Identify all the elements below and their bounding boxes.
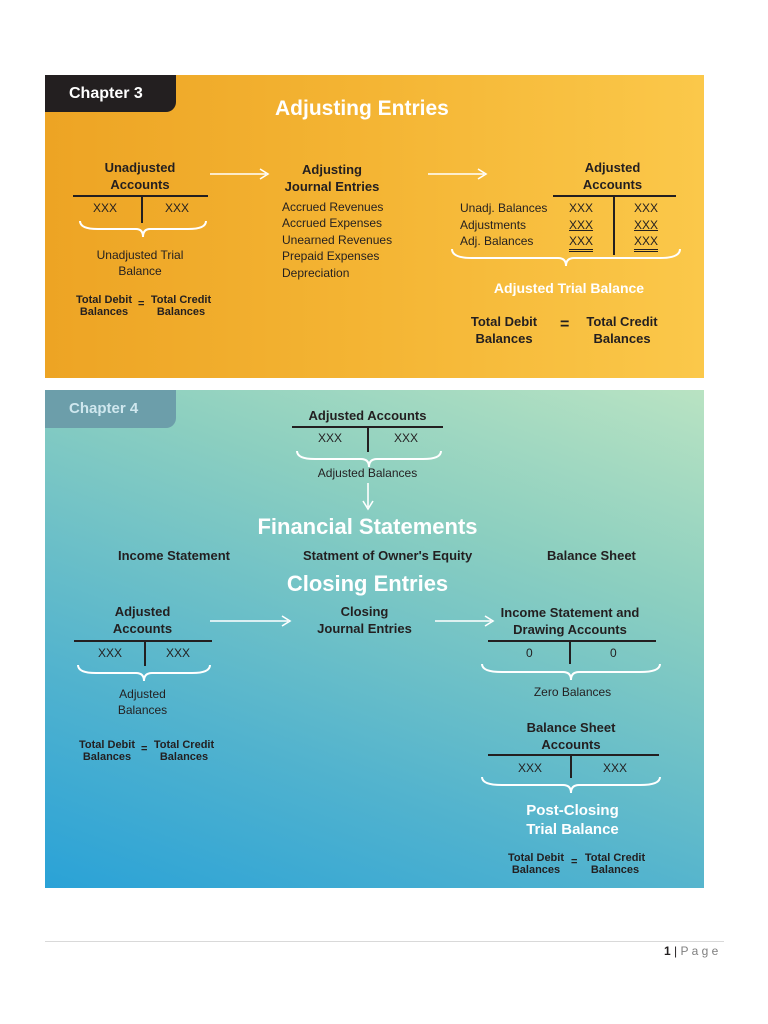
t-account-top-rule — [74, 640, 212, 642]
zero-balances-label: Zero Balances — [533, 685, 612, 699]
post-closing-trial-balance-label: Post-Closing Trial Balance — [526, 802, 619, 838]
total-debit-label: Total Debit Balances — [78, 739, 135, 763]
total-credit-label: Total Credit Balances — [586, 314, 658, 346]
footer-rule — [45, 941, 724, 942]
equals-sign: = — [141, 743, 148, 755]
debit-value: XXX — [318, 431, 343, 445]
debit-value: XXX — [93, 201, 118, 215]
closing-entries-heading: Closing Entries — [286, 571, 449, 596]
closing-journal-entries-label: Closing Journal Entries — [317, 604, 412, 636]
page-separator: | — [674, 944, 678, 958]
total-debit-label: Total Debit Balances — [470, 314, 538, 346]
credit-value: XXX — [394, 431, 419, 445]
adjusted-balances-label: Adjusted Balances — [117, 687, 168, 717]
row-label: Adj. Balances — [460, 234, 534, 248]
adjusting-item: Unearned Revenues — [282, 233, 393, 247]
debit-value: XXX — [98, 646, 123, 660]
financial-statements-heading: Financial Statements — [257, 514, 478, 539]
unadjusted-accounts-label: Unadjusted Accounts — [104, 160, 176, 192]
debit-value: XXX — [569, 201, 594, 215]
equals-sign: = — [138, 298, 145, 310]
chapter-4-panel — [45, 390, 704, 888]
right-brace-icon — [450, 247, 682, 269]
owners-equity-label: Statment of Owner's Equity — [303, 548, 473, 563]
adjusting-item: Prepaid Expenses — [282, 249, 380, 263]
arrow-right-icon — [428, 167, 490, 181]
arrow-right-icon — [210, 167, 272, 181]
adjusting-item: Accrued Expenses — [282, 216, 383, 230]
balance-sheet-accounts-label: Balance Sheet Accounts — [526, 720, 616, 752]
page-number: 1 — [664, 944, 671, 958]
chapter-3-panel — [45, 75, 704, 378]
total-credit-label: Total Credit Balances — [153, 739, 215, 763]
credit-value: XXX — [634, 201, 659, 215]
income-drawing-accounts-label: Income Statement and Drawing Accounts — [500, 605, 640, 637]
chapter-3-tab: Chapter 3 — [45, 75, 176, 112]
credit-value: XXX — [634, 233, 658, 252]
total-debit-label: Total Debit Balances — [507, 852, 564, 876]
credit-value: 0 — [610, 646, 617, 660]
adjusted-trial-balance-label: Adjusted Trial Balance — [493, 280, 645, 296]
arrow-right-icon — [210, 614, 294, 628]
total-credit-label: Total Credit Balances — [584, 852, 646, 876]
credit-value: XXX — [603, 761, 628, 775]
brace-icon — [480, 775, 662, 795]
adjusting-item: Accrued Revenues — [282, 200, 384, 214]
credit-value: XXX — [166, 646, 191, 660]
brace-icon — [76, 663, 212, 683]
income-statement-label: Income Statement — [118, 548, 230, 563]
adjusted-accounts-label: Adjusted Accounts — [112, 604, 173, 636]
t-account-divider — [569, 640, 571, 664]
arrow-down-icon — [360, 483, 376, 511]
t-account-divider — [613, 195, 615, 255]
adjusting-journal-entries-label: Adjusting Journal Entries — [284, 162, 380, 194]
debit-value: 0 — [526, 646, 533, 660]
row-label: Unadj. Balances — [460, 201, 548, 215]
t-account-top-rule — [488, 640, 656, 642]
balance-sheet-label: Balance Sheet — [547, 548, 636, 563]
adjusted-accounts-label: Adjusted Accounts — [308, 408, 427, 423]
total-credit-label: Total Credit Balances — [150, 294, 212, 318]
equals-sign: = — [560, 316, 570, 333]
debit-value: XXX — [569, 218, 594, 232]
t-account-top-rule — [553, 195, 676, 197]
page-footer — [664, 944, 718, 958]
total-debit-label: Total Debit Balances — [75, 294, 132, 318]
adjusting-item: Depreciation — [282, 266, 350, 280]
debit-value: XXX — [569, 233, 593, 252]
chapter-4-tab: Chapter 4 — [45, 390, 176, 428]
t-account-top-rule — [488, 754, 659, 756]
unadjusted-trial-balance-label: Unadjusted Trial Balance — [96, 248, 184, 278]
row-label: Adjustments — [460, 218, 527, 232]
credit-value: XXX — [634, 218, 659, 232]
brace-icon — [480, 662, 662, 682]
chapter-3-title: Adjusting Entries — [275, 97, 449, 120]
credit-value: XXX — [165, 201, 190, 215]
debit-value: XXX — [518, 761, 543, 775]
page-label: P a g e — [680, 944, 719, 958]
left-brace-icon — [78, 219, 208, 239]
equals-sign: = — [571, 856, 578, 868]
adjusted-balances-label: Adjusted Balances — [317, 466, 418, 480]
adjusted-accounts-label: Adjusted Accounts — [582, 160, 643, 192]
